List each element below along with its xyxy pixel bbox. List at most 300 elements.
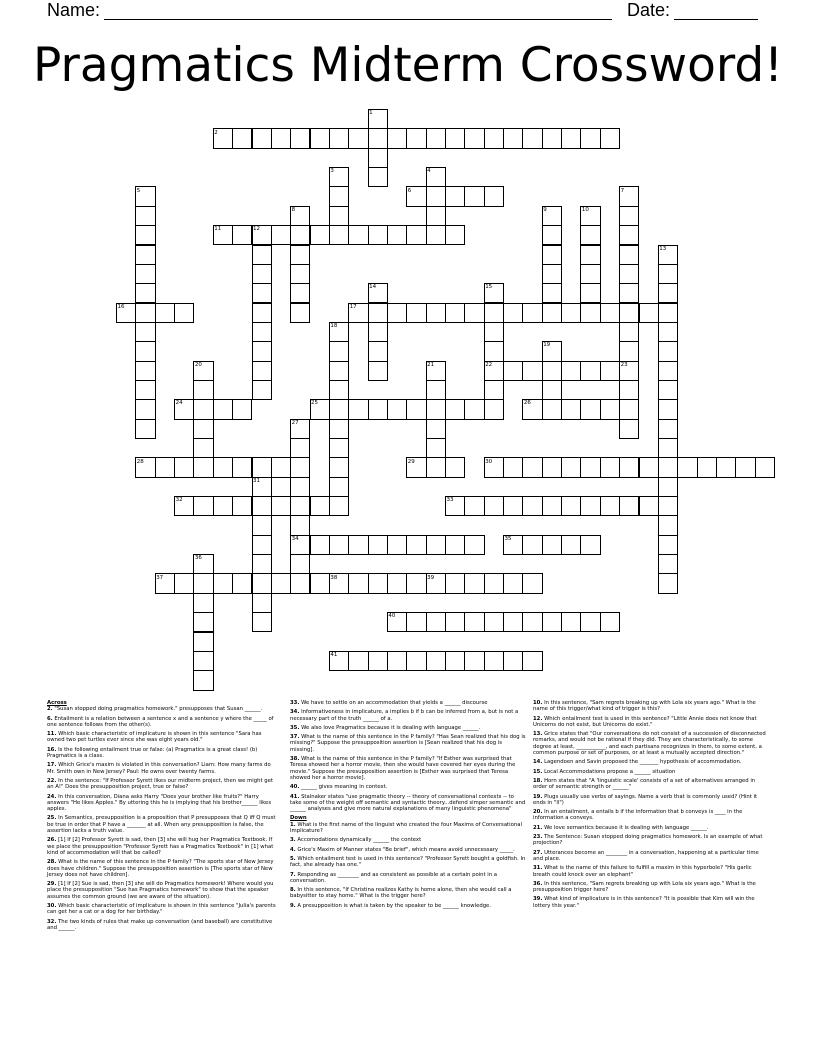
grid-cell[interactable] bbox=[348, 535, 368, 555]
grid-cell[interactable] bbox=[252, 496, 272, 516]
grid-cell[interactable] bbox=[368, 109, 388, 129]
grid-cell[interactable] bbox=[522, 496, 542, 516]
grid-cell[interactable] bbox=[426, 186, 446, 206]
grid-cell[interactable] bbox=[232, 496, 252, 516]
grid-cell[interactable] bbox=[193, 380, 213, 400]
grid-cell[interactable] bbox=[387, 128, 407, 148]
grid-cell[interactable] bbox=[580, 535, 600, 555]
grid-cell[interactable] bbox=[484, 303, 504, 323]
grid-cell[interactable] bbox=[252, 593, 272, 613]
grid-cell[interactable] bbox=[290, 264, 310, 284]
grid-cell[interactable] bbox=[271, 496, 291, 516]
grid-cell[interactable] bbox=[619, 361, 639, 381]
grid-cell[interactable] bbox=[329, 496, 349, 516]
grid-cell[interactable] bbox=[658, 361, 678, 381]
grid-cell[interactable] bbox=[658, 457, 678, 477]
grid-cell[interactable] bbox=[503, 496, 523, 516]
grid-cell[interactable] bbox=[464, 535, 484, 555]
grid-cell[interactable] bbox=[561, 612, 581, 632]
grid-cell[interactable] bbox=[252, 264, 272, 284]
grid-cell[interactable] bbox=[193, 457, 213, 477]
grid-cell[interactable] bbox=[561, 457, 581, 477]
grid-cell[interactable] bbox=[135, 457, 155, 477]
grid-cell[interactable] bbox=[619, 245, 639, 265]
grid-cell[interactable] bbox=[213, 457, 233, 477]
grid-cell[interactable] bbox=[329, 167, 349, 187]
grid-cell[interactable] bbox=[232, 399, 252, 419]
grid-cell[interactable] bbox=[406, 612, 426, 632]
grid-cell[interactable] bbox=[348, 651, 368, 671]
grid-cell[interactable] bbox=[329, 477, 349, 497]
grid-cell[interactable] bbox=[329, 651, 349, 671]
grid-cell[interactable] bbox=[252, 322, 272, 342]
grid-cell[interactable] bbox=[445, 186, 465, 206]
grid-cell[interactable] bbox=[561, 535, 581, 555]
grid-cell[interactable] bbox=[406, 303, 426, 323]
grid-cell[interactable] bbox=[368, 148, 388, 168]
grid-cell[interactable] bbox=[116, 303, 136, 323]
grid-cell[interactable] bbox=[387, 399, 407, 419]
grid-cell[interactable] bbox=[193, 554, 213, 574]
grid-cell[interactable] bbox=[213, 399, 233, 419]
grid-cell[interactable] bbox=[658, 438, 678, 458]
grid-cell[interactable] bbox=[290, 225, 310, 245]
grid-cell[interactable] bbox=[368, 573, 388, 593]
grid-cell[interactable] bbox=[252, 283, 272, 303]
grid-cell[interactable] bbox=[135, 225, 155, 245]
grid-cell[interactable] bbox=[542, 457, 562, 477]
grid-cell[interactable] bbox=[348, 128, 368, 148]
grid-cell[interactable] bbox=[484, 283, 504, 303]
grid-cell[interactable] bbox=[735, 457, 755, 477]
grid-cell[interactable] bbox=[193, 651, 213, 671]
grid-cell[interactable] bbox=[290, 206, 310, 226]
grid-cell[interactable] bbox=[561, 361, 581, 381]
grid-cell[interactable] bbox=[329, 225, 349, 245]
grid-cell[interactable] bbox=[252, 128, 272, 148]
grid-cell[interactable] bbox=[135, 361, 155, 381]
grid-cell[interactable] bbox=[464, 651, 484, 671]
name-field[interactable] bbox=[47, 0, 612, 20]
grid-cell[interactable] bbox=[368, 399, 388, 419]
grid-cell[interactable] bbox=[619, 457, 639, 477]
grid-cell[interactable] bbox=[658, 380, 678, 400]
grid-cell[interactable] bbox=[503, 457, 523, 477]
grid-cell[interactable] bbox=[310, 535, 330, 555]
grid-cell[interactable] bbox=[387, 225, 407, 245]
grid-cell[interactable] bbox=[445, 612, 465, 632]
grid-cell[interactable] bbox=[619, 322, 639, 342]
grid-cell[interactable] bbox=[155, 573, 175, 593]
grid-cell[interactable] bbox=[426, 651, 446, 671]
grid-cell[interactable] bbox=[542, 535, 562, 555]
grid-cell[interactable] bbox=[406, 573, 426, 593]
grid-cell[interactable] bbox=[580, 612, 600, 632]
grid-cell[interactable] bbox=[290, 515, 310, 535]
date-field[interactable] bbox=[627, 0, 758, 20]
grid-cell[interactable] bbox=[600, 496, 620, 516]
grid-cell[interactable] bbox=[135, 419, 155, 439]
grid-cell[interactable] bbox=[522, 535, 542, 555]
grid-cell[interactable] bbox=[542, 264, 562, 284]
grid-cell[interactable] bbox=[193, 438, 213, 458]
grid-cell[interactable] bbox=[484, 612, 504, 632]
grid-cell[interactable] bbox=[290, 303, 310, 323]
grid-cell[interactable] bbox=[348, 399, 368, 419]
grid-cell[interactable] bbox=[290, 438, 310, 458]
grid-cell[interactable] bbox=[310, 573, 330, 593]
grid-cell[interactable] bbox=[426, 303, 446, 323]
grid-cell[interactable] bbox=[329, 341, 349, 361]
grid-cell[interactable] bbox=[252, 245, 272, 265]
grid-cell[interactable] bbox=[658, 496, 678, 516]
grid-cell[interactable] bbox=[503, 573, 523, 593]
grid-cell[interactable] bbox=[639, 496, 659, 516]
grid-cell[interactable] bbox=[252, 457, 272, 477]
grid-cell[interactable] bbox=[213, 573, 233, 593]
grid-cell[interactable] bbox=[561, 128, 581, 148]
grid-cell[interactable] bbox=[135, 303, 155, 323]
grid-cell[interactable] bbox=[193, 612, 213, 632]
grid-cell[interactable] bbox=[600, 399, 620, 419]
grid-cell[interactable] bbox=[600, 303, 620, 323]
grid-cell[interactable] bbox=[464, 303, 484, 323]
grid-cell[interactable] bbox=[580, 496, 600, 516]
grid-cell[interactable] bbox=[232, 128, 252, 148]
grid-cell[interactable] bbox=[658, 573, 678, 593]
grid-cell[interactable] bbox=[290, 496, 310, 516]
grid-cell[interactable] bbox=[368, 322, 388, 342]
grid-cell[interactable] bbox=[619, 399, 639, 419]
grid-cell[interactable] bbox=[522, 651, 542, 671]
grid-cell[interactable] bbox=[406, 128, 426, 148]
grid-cell[interactable] bbox=[329, 322, 349, 342]
grid-cell[interactable] bbox=[252, 554, 272, 574]
grid-cell[interactable] bbox=[426, 206, 446, 226]
grid-cell[interactable] bbox=[658, 245, 678, 265]
grid-cell[interactable] bbox=[484, 457, 504, 477]
grid-cell[interactable] bbox=[252, 477, 272, 497]
grid-cell[interactable] bbox=[542, 283, 562, 303]
grid-cell[interactable] bbox=[445, 535, 465, 555]
grid-cell[interactable] bbox=[619, 303, 639, 323]
grid-cell[interactable] bbox=[232, 457, 252, 477]
grid-cell[interactable] bbox=[426, 167, 446, 187]
grid-cell[interactable] bbox=[193, 593, 213, 613]
grid-cell[interactable] bbox=[445, 651, 465, 671]
grid-cell[interactable] bbox=[619, 419, 639, 439]
grid-cell[interactable] bbox=[503, 128, 523, 148]
grid-cell[interactable] bbox=[387, 303, 407, 323]
grid-cell[interactable] bbox=[348, 225, 368, 245]
grid-cell[interactable] bbox=[252, 361, 272, 381]
grid-cell[interactable] bbox=[426, 612, 446, 632]
grid-cell[interactable] bbox=[580, 245, 600, 265]
grid-cell[interactable] bbox=[290, 535, 310, 555]
grid-cell[interactable] bbox=[426, 399, 446, 419]
grid-cell[interactable] bbox=[271, 128, 291, 148]
grid-cell[interactable] bbox=[484, 380, 504, 400]
grid-cell[interactable] bbox=[484, 322, 504, 342]
grid-cell[interactable] bbox=[368, 167, 388, 187]
grid-cell[interactable] bbox=[406, 457, 426, 477]
grid-cell[interactable] bbox=[426, 225, 446, 245]
grid-cell[interactable] bbox=[387, 612, 407, 632]
grid-cell[interactable] bbox=[755, 457, 775, 477]
grid-cell[interactable] bbox=[406, 651, 426, 671]
grid-cell[interactable] bbox=[658, 477, 678, 497]
grid-cell[interactable] bbox=[329, 128, 349, 148]
grid-cell[interactable] bbox=[368, 651, 388, 671]
grid-cell[interactable] bbox=[348, 573, 368, 593]
grid-cell[interactable] bbox=[580, 303, 600, 323]
grid-cell[interactable] bbox=[426, 535, 446, 555]
grid-cell[interactable] bbox=[580, 206, 600, 226]
grid-cell[interactable] bbox=[135, 399, 155, 419]
grid-cell[interactable] bbox=[290, 573, 310, 593]
grid-cell[interactable] bbox=[271, 225, 291, 245]
grid-cell[interactable] bbox=[484, 399, 504, 419]
grid-cell[interactable] bbox=[522, 612, 542, 632]
grid-cell[interactable] bbox=[658, 303, 678, 323]
grid-cell[interactable] bbox=[310, 225, 330, 245]
grid-cell[interactable] bbox=[600, 457, 620, 477]
grid-cell[interactable] bbox=[426, 457, 446, 477]
grid-cell[interactable] bbox=[426, 438, 446, 458]
grid-cell[interactable] bbox=[445, 496, 465, 516]
grid-cell[interactable] bbox=[580, 128, 600, 148]
grid-cell[interactable] bbox=[174, 457, 194, 477]
grid-cell[interactable] bbox=[193, 670, 213, 690]
grid-cell[interactable] bbox=[464, 128, 484, 148]
grid-cell[interactable] bbox=[252, 515, 272, 535]
grid-cell[interactable] bbox=[193, 573, 213, 593]
grid-cell[interactable] bbox=[252, 573, 272, 593]
grid-cell[interactable] bbox=[368, 128, 388, 148]
grid-cell[interactable] bbox=[368, 283, 388, 303]
grid-cell[interactable] bbox=[503, 612, 523, 632]
grid-cell[interactable] bbox=[542, 341, 562, 361]
grid-cell[interactable] bbox=[329, 535, 349, 555]
grid-cell[interactable] bbox=[580, 264, 600, 284]
grid-cell[interactable] bbox=[542, 380, 562, 400]
grid-cell[interactable] bbox=[232, 573, 252, 593]
grid-cell[interactable] bbox=[193, 496, 213, 516]
grid-cell[interactable] bbox=[658, 535, 678, 555]
grid-cell[interactable] bbox=[406, 399, 426, 419]
grid-cell[interactable] bbox=[232, 225, 252, 245]
grid-cell[interactable] bbox=[484, 496, 504, 516]
grid-cell[interactable] bbox=[658, 264, 678, 284]
grid-cell[interactable] bbox=[542, 225, 562, 245]
grid-cell[interactable] bbox=[174, 573, 194, 593]
grid-cell[interactable] bbox=[174, 303, 194, 323]
grid-cell[interactable] bbox=[697, 457, 717, 477]
grid-cell[interactable] bbox=[484, 128, 504, 148]
grid-cell[interactable] bbox=[464, 496, 484, 516]
grid-cell[interactable] bbox=[445, 225, 465, 245]
grid-cell[interactable] bbox=[658, 399, 678, 419]
grid-cell[interactable] bbox=[600, 361, 620, 381]
grid-cell[interactable] bbox=[619, 496, 639, 516]
grid-cell[interactable] bbox=[348, 303, 368, 323]
grid-cell[interactable] bbox=[310, 496, 330, 516]
grid-cell[interactable] bbox=[639, 303, 659, 323]
grid-cell[interactable] bbox=[464, 186, 484, 206]
grid-cell[interactable] bbox=[252, 380, 272, 400]
grid-cell[interactable] bbox=[600, 612, 620, 632]
grid-cell[interactable] bbox=[213, 128, 233, 148]
grid-cell[interactable] bbox=[271, 457, 291, 477]
grid-cell[interactable] bbox=[155, 457, 175, 477]
grid-cell[interactable] bbox=[542, 612, 562, 632]
grid-cell[interactable] bbox=[542, 245, 562, 265]
grid-cell[interactable] bbox=[522, 361, 542, 381]
grid-cell[interactable] bbox=[193, 361, 213, 381]
grid-cell[interactable] bbox=[368, 361, 388, 381]
grid-cell[interactable] bbox=[426, 380, 446, 400]
grid-cell[interactable] bbox=[658, 554, 678, 574]
grid-cell[interactable] bbox=[406, 225, 426, 245]
grid-cell[interactable] bbox=[406, 535, 426, 555]
grid-cell[interactable] bbox=[426, 419, 446, 439]
grid-cell[interactable] bbox=[503, 361, 523, 381]
grid-cell[interactable] bbox=[445, 399, 465, 419]
grid-cell[interactable] bbox=[464, 612, 484, 632]
grid-cell[interactable] bbox=[193, 419, 213, 439]
grid-cell[interactable] bbox=[329, 457, 349, 477]
grid-cell[interactable] bbox=[619, 225, 639, 245]
grid-cell[interactable] bbox=[619, 206, 639, 226]
grid-cell[interactable] bbox=[252, 341, 272, 361]
grid-cell[interactable] bbox=[658, 515, 678, 535]
grid-cell[interactable] bbox=[522, 457, 542, 477]
grid-cell[interactable] bbox=[252, 225, 272, 245]
grid-cell[interactable] bbox=[658, 322, 678, 342]
grid-cell[interactable] bbox=[329, 419, 349, 439]
grid-cell[interactable] bbox=[252, 612, 272, 632]
grid-cell[interactable] bbox=[503, 535, 523, 555]
grid-cell[interactable] bbox=[290, 245, 310, 265]
grid-cell[interactable] bbox=[135, 341, 155, 361]
grid-cell[interactable] bbox=[484, 651, 504, 671]
grid-cell[interactable] bbox=[561, 399, 581, 419]
grid-cell[interactable] bbox=[561, 303, 581, 323]
grid-cell[interactable] bbox=[368, 535, 388, 555]
grid-cell[interactable] bbox=[580, 399, 600, 419]
grid-cell[interactable] bbox=[290, 477, 310, 497]
grid-cell[interactable] bbox=[387, 535, 407, 555]
grid-cell[interactable] bbox=[252, 303, 272, 323]
grid-cell[interactable] bbox=[290, 128, 310, 148]
grid-cell[interactable] bbox=[135, 186, 155, 206]
grid-cell[interactable] bbox=[329, 399, 349, 419]
grid-cell[interactable] bbox=[445, 128, 465, 148]
grid-cell[interactable] bbox=[542, 206, 562, 226]
grid-cell[interactable] bbox=[368, 225, 388, 245]
grid-cell[interactable] bbox=[387, 651, 407, 671]
grid-cell[interactable] bbox=[484, 186, 504, 206]
grid-cell[interactable] bbox=[310, 399, 330, 419]
grid-cell[interactable] bbox=[522, 573, 542, 593]
grid-cell[interactable] bbox=[155, 303, 175, 323]
grid-cell[interactable] bbox=[658, 341, 678, 361]
grid-cell[interactable] bbox=[619, 380, 639, 400]
grid-cell[interactable] bbox=[290, 554, 310, 574]
grid-cell[interactable] bbox=[484, 573, 504, 593]
grid-cell[interactable] bbox=[135, 206, 155, 226]
grid-cell[interactable] bbox=[619, 341, 639, 361]
grid-cell[interactable] bbox=[290, 457, 310, 477]
grid-cell[interactable] bbox=[329, 573, 349, 593]
grid-cell[interactable] bbox=[542, 361, 562, 381]
grid-cell[interactable] bbox=[406, 186, 426, 206]
grid-cell[interactable] bbox=[716, 457, 736, 477]
grid-cell[interactable] bbox=[426, 573, 446, 593]
grid-cell[interactable] bbox=[174, 399, 194, 419]
grid-cell[interactable] bbox=[426, 361, 446, 381]
grid-cell[interactable] bbox=[464, 399, 484, 419]
grid-cell[interactable] bbox=[542, 303, 562, 323]
grid-cell[interactable] bbox=[580, 225, 600, 245]
grid-cell[interactable] bbox=[639, 457, 659, 477]
name-line[interactable] bbox=[104, 3, 612, 20]
grid-cell[interactable] bbox=[445, 303, 465, 323]
grid-cell[interactable] bbox=[135, 264, 155, 284]
grid-cell[interactable] bbox=[542, 496, 562, 516]
grid-cell[interactable] bbox=[193, 399, 213, 419]
grid-cell[interactable] bbox=[484, 341, 504, 361]
grid-cell[interactable] bbox=[580, 361, 600, 381]
grid-cell[interactable] bbox=[135, 283, 155, 303]
grid-cell[interactable] bbox=[542, 399, 562, 419]
grid-cell[interactable] bbox=[329, 206, 349, 226]
grid-cell[interactable] bbox=[580, 457, 600, 477]
grid-cell[interactable] bbox=[135, 380, 155, 400]
grid-cell[interactable] bbox=[464, 573, 484, 593]
grid-cell[interactable] bbox=[658, 283, 678, 303]
date-line[interactable] bbox=[674, 3, 758, 20]
grid-cell[interactable] bbox=[658, 419, 678, 439]
grid-cell[interactable] bbox=[252, 535, 272, 555]
grid-cell[interactable] bbox=[290, 419, 310, 439]
grid-cell[interactable] bbox=[329, 438, 349, 458]
grid-cell[interactable] bbox=[445, 457, 465, 477]
grid-cell[interactable] bbox=[426, 128, 446, 148]
grid-cell[interactable] bbox=[135, 322, 155, 342]
grid-cell[interactable] bbox=[271, 573, 291, 593]
grid-cell[interactable] bbox=[484, 361, 504, 381]
grid-cell[interactable] bbox=[368, 303, 388, 323]
grid-cell[interactable] bbox=[329, 186, 349, 206]
grid-cell[interactable] bbox=[522, 303, 542, 323]
grid-cell[interactable] bbox=[213, 496, 233, 516]
grid-cell[interactable] bbox=[619, 264, 639, 284]
grid-cell[interactable] bbox=[310, 128, 330, 148]
grid-cell[interactable] bbox=[329, 361, 349, 381]
grid-cell[interactable] bbox=[503, 651, 523, 671]
grid-cell[interactable] bbox=[677, 457, 697, 477]
grid-cell[interactable] bbox=[522, 128, 542, 148]
grid-cell[interactable] bbox=[329, 380, 349, 400]
grid-cell[interactable] bbox=[619, 283, 639, 303]
grid-cell[interactable] bbox=[174, 496, 194, 516]
grid-cell[interactable] bbox=[445, 573, 465, 593]
grid-cell[interactable] bbox=[600, 128, 620, 148]
grid-cell[interactable] bbox=[368, 341, 388, 361]
grid-cell[interactable] bbox=[503, 303, 523, 323]
grid-cell[interactable] bbox=[290, 283, 310, 303]
